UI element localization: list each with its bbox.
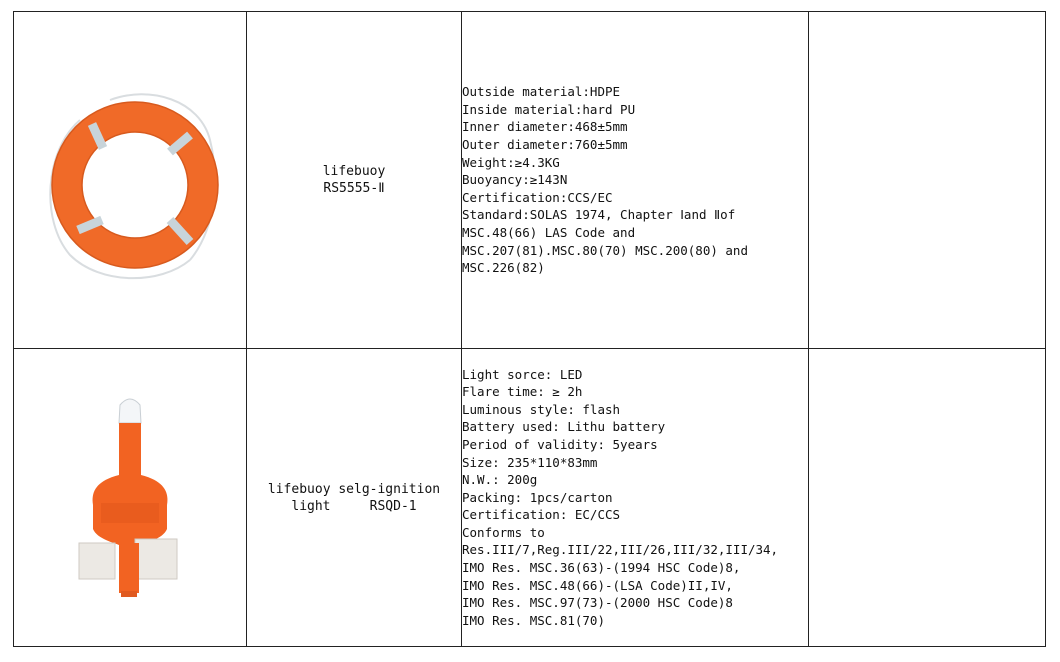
spec-line: Luminous style: flash (462, 401, 621, 417)
lifebuoy-ring-icon (40, 80, 220, 280)
spec-line: IMO Res. MSC.97(73)-(2000 HSC Code)8 (462, 595, 733, 611)
table-row (14, 12, 1046, 349)
spec-line: Standard:SOLAS 1974, Chapter Ⅰand Ⅱof (462, 207, 736, 223)
spec-line: MSC.226(82) (462, 260, 545, 276)
product-image-cell (14, 12, 247, 349)
spec-line: Inner diameter:468±5mm (462, 119, 628, 135)
product-spec-cell (462, 349, 809, 647)
spec-line: Certification: EC/CCS (462, 507, 621, 523)
spec-line: Buoyancy:≥143N (462, 172, 568, 188)
spec-line: MSC.48(66) LAS Code and (462, 224, 636, 240)
spec-line: Res.III/7,Reg.III/22,III/26,III/32,III/34, (462, 542, 779, 558)
product-model-line: light RSQD-1 (291, 498, 417, 514)
spec-line: Certification:CCS/EC (462, 189, 613, 205)
spec-line: Size: 235*110*83mm (462, 454, 598, 470)
product-image-cell (14, 349, 247, 647)
spec-line: Packing: 1pcs/carton (462, 489, 613, 505)
table-row (14, 349, 1046, 647)
spec-line: Inside material:hard PU (462, 101, 636, 117)
spec-line: Flare time: ≥ 2h (462, 384, 583, 400)
spec-line: Light sorce: LED (462, 366, 583, 382)
spec-line: N.W.: 200g (462, 472, 538, 488)
spec-line: Outer diameter:760±5mm (462, 137, 628, 153)
product-spec-table (13, 11, 1046, 647)
product-model-line: RS5555-Ⅱ (323, 181, 385, 196)
spec-line: Conforms to (462, 524, 545, 540)
spec-line: IMO Res. MSC.48(66)-(LSA Code)II,IV, (462, 577, 733, 593)
remark-cell (809, 12, 1046, 349)
lifebuoy-light-icon (75, 393, 185, 603)
spec-line: IMO Res. MSC.36(63)-(1994 HSC Code)8, (462, 560, 741, 576)
spec-line: Battery used: Lithu battery (462, 419, 666, 435)
spec-line: Weight:≥4.3KG (462, 154, 560, 170)
product-name-line: lifebuoy (322, 164, 386, 179)
spec-line: Period of validity: 5years (462, 436, 658, 452)
product-name-line: lifebuoy selg-ignition (267, 481, 441, 497)
product-name-cell (247, 12, 462, 349)
product-spec-cell (462, 12, 809, 349)
spec-line: IMO Res. MSC.81(70) (462, 612, 605, 628)
remark-cell (809, 349, 1046, 647)
product-name-cell (247, 349, 462, 647)
spec-line: Outside material:HDPE (462, 84, 621, 100)
spec-line: MSC.207(81).MSC.80(70) MSC.200(80) and (462, 242, 748, 258)
